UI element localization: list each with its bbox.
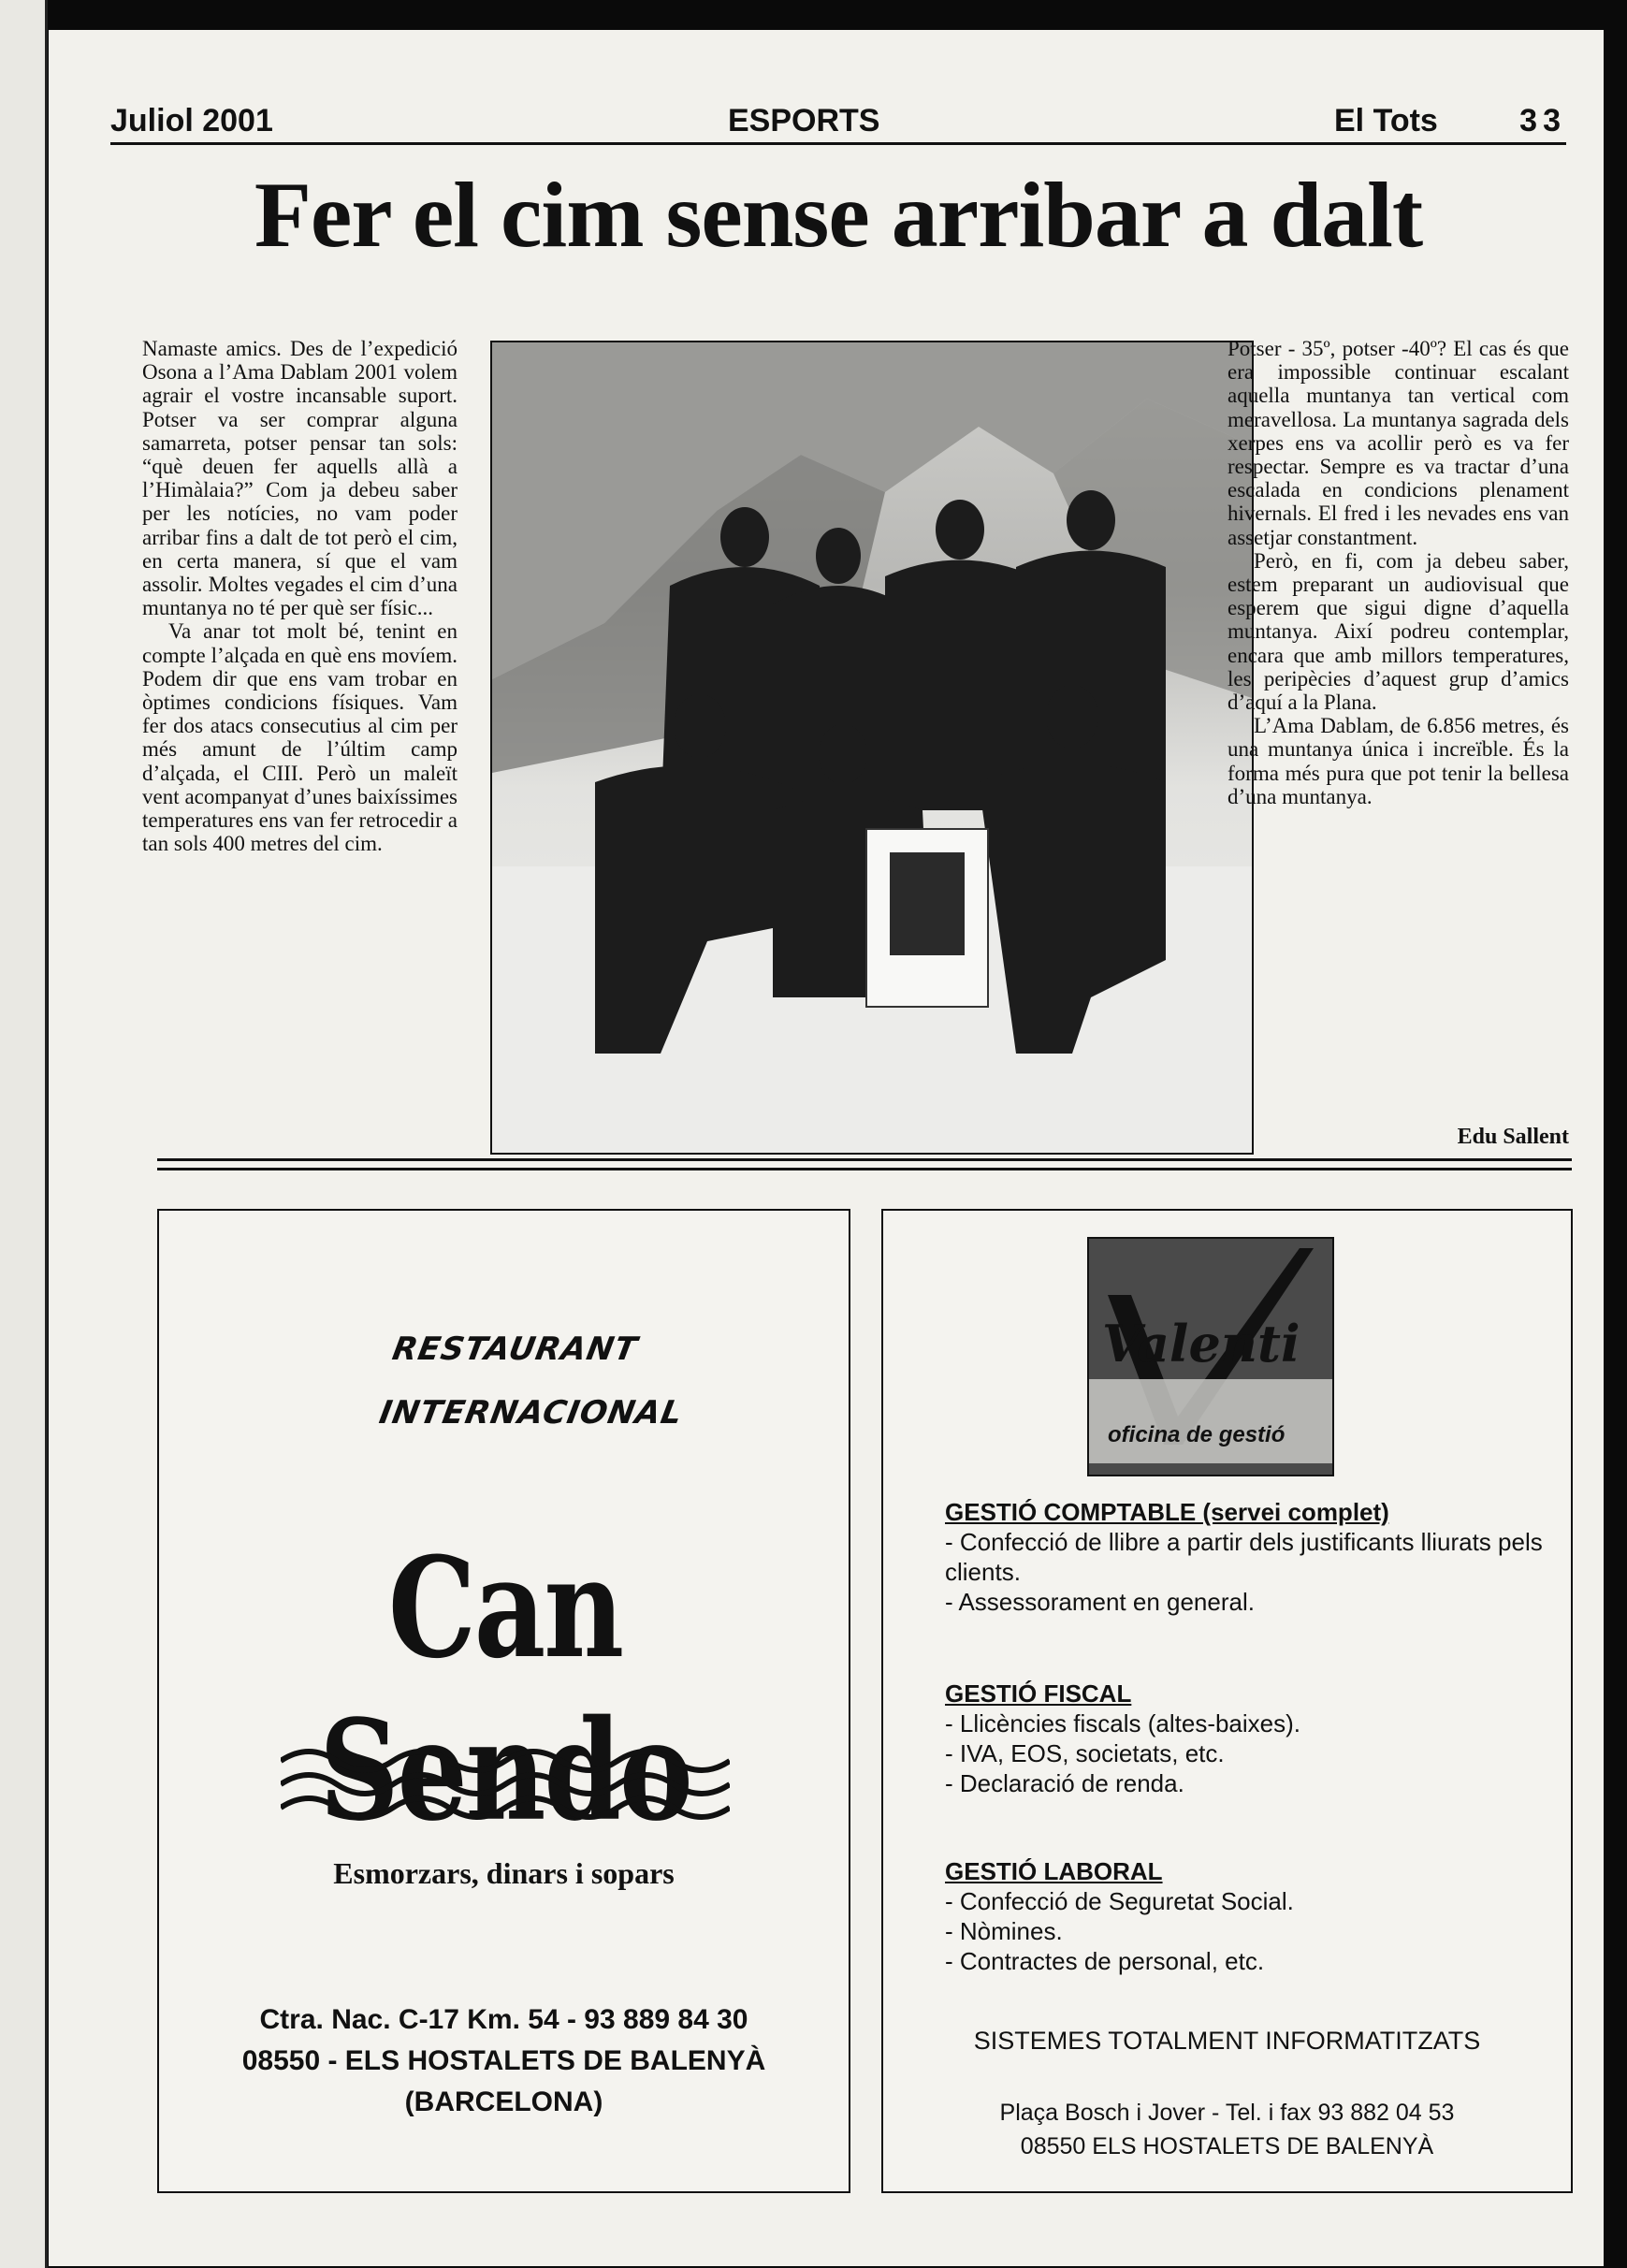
service-item: - Contractes de personal, etc. bbox=[945, 1947, 1265, 1975]
article-column-left bbox=[142, 337, 458, 855]
service-heading: GESTIÓ FISCAL bbox=[945, 1679, 1132, 1708]
valenti-town: 08550 ELS HOSTALETS DE BALENYÀ bbox=[1020, 2133, 1434, 2159]
article-paragraph: Va anar tot molt bé, tenint en compte l’alçada en què ens movíem. Podem dir que ens vam trobar en òptimes condicions físiques. Vam fer dos atacs consecutius al cim per més amunt de l’últim camp d’alçada, el CIII. Però un maleït vent acompanyat d’unes baixíssimes temperatures ens van fer retrocedir a tan sols 400 metres del cim. bbox=[142, 619, 458, 856]
article-author: Edu Sallent bbox=[1457, 1125, 1569, 1149]
service-block-accounting bbox=[945, 1497, 1544, 1617]
article-paragraph: Namaste amics. Des de l’expedició Osona a l’Ama Dablam 2001 volem agrair el vostre incansable suport. Potser va ser comprar alguna samarreta, potser pensar tan sols: “què deuen fer aquells allà a l’Himàlaia?” Com ja debeu saber per les notícies, no vam poder arribar fins a dalt de tot però el cim, en certa manera, sí que el vam assolir. Moltes vegades el cim d’una muntanya no té per què ser físic... bbox=[142, 337, 458, 620]
service-item: - Confecció de llibre a partir dels justificants lliurats pels clients. bbox=[945, 1528, 1543, 1586]
valenti-tagline: SISTEMES TOTALMENT INFORMATITZATS bbox=[973, 2027, 1481, 2055]
page-header bbox=[110, 97, 1566, 145]
article-title: Fer el cim sense arribar a dalt bbox=[254, 163, 1423, 267]
expedition-photo bbox=[490, 341, 1254, 1155]
restaurant-province: (BARCELONA) bbox=[404, 2086, 603, 2117]
service-item: - Nòmines. bbox=[945, 1917, 1063, 1945]
newspaper-page bbox=[49, 30, 1604, 2266]
valenti-ad bbox=[881, 1209, 1573, 2193]
valenti-logo bbox=[1087, 1237, 1334, 1476]
section-divider bbox=[157, 1168, 1572, 1170]
restaurant-town: 08550 - ELS HOSTALETS DE BALENYÀ bbox=[241, 2045, 766, 2076]
service-item: - Llicències fiscals (altes-baixes). bbox=[945, 1709, 1301, 1737]
service-item: - Confecció de Seguretat Social. bbox=[945, 1887, 1294, 1915]
international-label: INTERNACIONAL bbox=[376, 1394, 686, 1432]
header-publication: El Tots bbox=[1334, 103, 1438, 138]
article-column-right bbox=[1228, 337, 1569, 808]
previous-page-edge bbox=[0, 0, 48, 2268]
restaurant-tagline: Esmorzars, dinars i sopars bbox=[333, 1856, 675, 1890]
service-item: - Declaració de renda. bbox=[945, 1769, 1184, 1797]
service-heading: GESTIÓ COMPTABLE (servei complet) bbox=[945, 1498, 1389, 1526]
restaurant-ad bbox=[157, 1209, 850, 2193]
valenti-address: Plaça Bosch i Jover - Tel. i fax 93 882 04 53 bbox=[999, 2100, 1455, 2126]
section-divider bbox=[157, 1158, 1572, 1161]
article-paragraph: Però, en fi, com ja debeu saber, estem preparant un audiovisual que esperem que sigui digne d’aquella muntanya. Així podreu contemplar, encara que amb millors temperatures, les peripècies d’aquest grup d’amics d’aquí a la Plana. bbox=[1228, 548, 1569, 715]
climbers-group-photo bbox=[492, 342, 1252, 1153]
header-page-number: 33 bbox=[1519, 103, 1566, 138]
article-paragraph: Potser - 35º, potser -40º? El cas és que era impossible continuar escalant aquella muntanya tan vertical com meravellosa. La muntanya sagrada dels xerpes ens va acollir però es va fer respectar. Sempre es va tractar d’una escalada en condicions plenament hivernals. El fred i les nevades ens van assetjar constantment. bbox=[1228, 337, 1569, 549]
service-item: - IVA, EOS, societats, etc. bbox=[945, 1739, 1225, 1767]
service-block-labor bbox=[945, 1856, 1544, 1976]
restaurant-label: RESTAURANT bbox=[389, 1330, 641, 1368]
valenti-logo-subtitle: oficina de gestió bbox=[1108, 1422, 1286, 1447]
service-block-fiscal bbox=[945, 1679, 1544, 1798]
header-section: ESPORTS bbox=[728, 103, 880, 138]
article-paragraph: L’Ama Dablam, de 6.856 metres, és una muntanya única i increïble. És la forma més pura que pot tenir la bellesa d’una muntanya. bbox=[1228, 714, 1569, 808]
waves-decoration bbox=[281, 1742, 730, 1826]
restaurant-address: Ctra. Nac. C-17 Km. 54 - 93 889 84 30 bbox=[259, 2004, 748, 2035]
service-heading: GESTIÓ LABORAL bbox=[945, 1857, 1163, 1885]
service-item: - Assessorament en general. bbox=[945, 1588, 1255, 1616]
valenti-logo-name: Valenti bbox=[1102, 1314, 1300, 1374]
header-date: Juliol 2001 bbox=[110, 103, 273, 138]
restaurant-name: Can Sendo bbox=[319, 1526, 691, 1852]
